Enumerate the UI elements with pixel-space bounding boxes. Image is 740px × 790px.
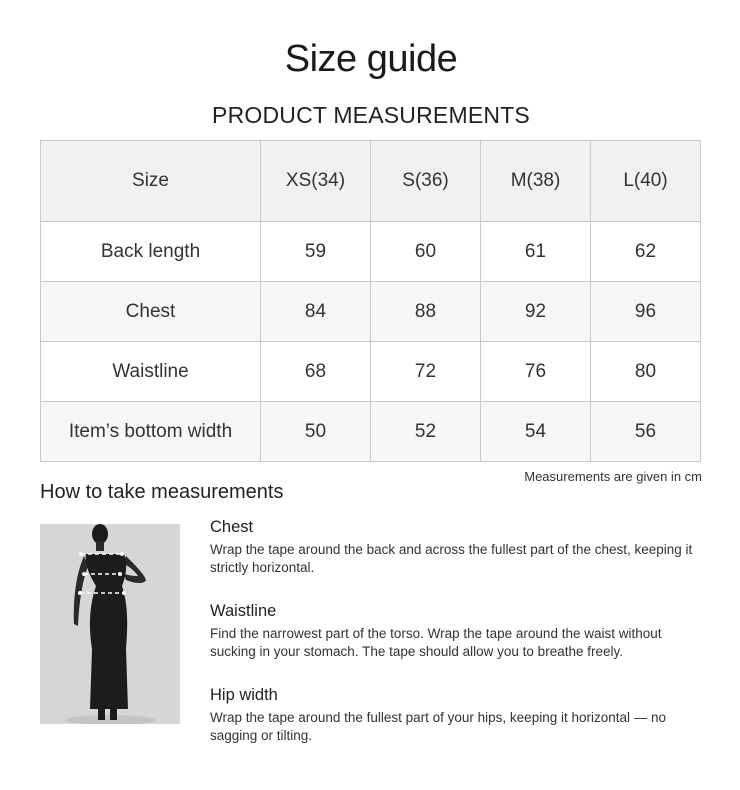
size-table [40,140,701,462]
table-cell: 56 [591,402,701,462]
instruction-title: Chest [210,518,254,536]
instruction-text: Wrap the tape around the fullest part of your hips, keeping it horizontal — no sagging or tilting. [210,710,667,743]
row-label: Item’s bottom width [41,402,261,462]
table-cell: 68 [261,342,371,402]
header-m: M(38) [481,141,591,222]
page-title: Size guide [284,38,458,80]
table-cell: 54 [481,402,591,462]
instruction-text: Wrap the tape around the back and across the fullest part of the chest, keeping it strictly horizontal. [210,542,693,575]
table-row [41,402,701,462]
table-row [41,222,701,282]
instruction-title: Hip width [210,686,278,704]
how-to-measure-title: How to take measurements [40,481,284,503]
table-cell: 72 [371,342,481,402]
table-cell: 84 [261,282,371,342]
instruction-waistline [210,602,710,661]
table-cell: 62 [591,222,701,282]
table-row [41,282,701,342]
table-row [41,342,701,402]
row-label: Chest [41,282,261,342]
header-size: Size [41,141,261,222]
header-l: L(40) [591,141,701,222]
table-cell: 61 [481,222,591,282]
instruction-chest [210,518,710,577]
header-xs: XS(34) [261,141,371,222]
table-cell: 52 [371,402,481,462]
units-note: Measurements are given in cm [524,469,702,484]
table-cell: 80 [591,342,701,402]
table-cell: 88 [371,282,481,342]
table-cell: 50 [261,402,371,462]
table-header-row [41,141,701,222]
table-cell: 92 [481,282,591,342]
instruction-title: Waistline [210,602,277,620]
model-figure [40,524,180,724]
row-label: Back length [41,222,261,282]
header-s: S(36) [371,141,481,222]
row-label: Waistline [41,342,261,402]
table-cell: 60 [371,222,481,282]
section-subtitle: PRODUCT MEASUREMENTS [212,102,530,128]
table-cell: 96 [591,282,701,342]
table-cell: 59 [261,222,371,282]
model-silhouette-icon [40,524,180,724]
instruction-hip-width [210,686,710,745]
table-cell: 76 [481,342,591,402]
instruction-text: Find the narrowest part of the torso. Wrap the tape around the waist without sucking in your stomach. The tape should allow you to breathe freely. [210,626,662,659]
